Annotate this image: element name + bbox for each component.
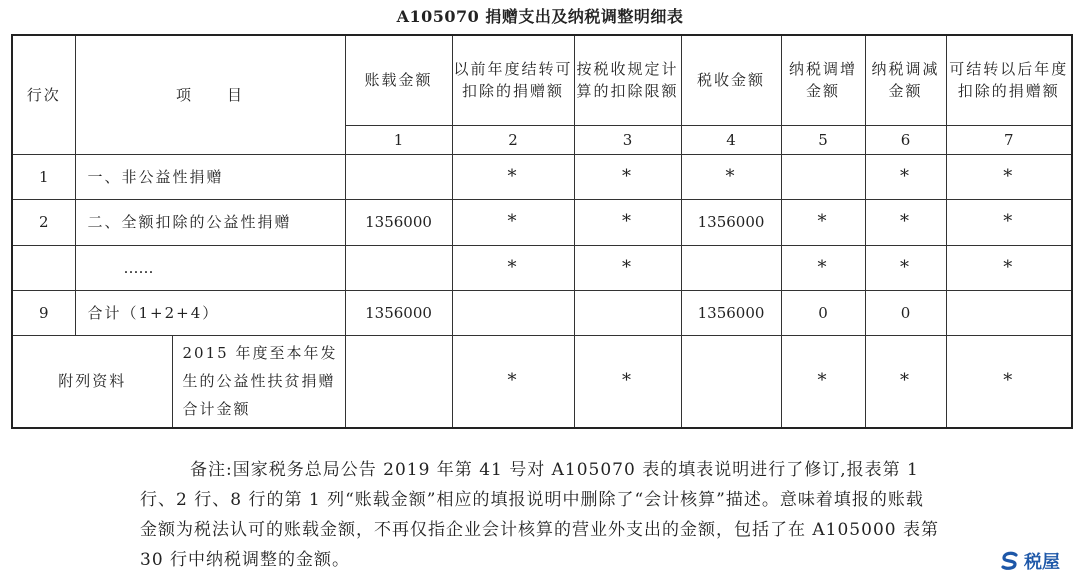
col5-number: 5 [781,125,865,154]
cell-c5: * [781,335,865,428]
table-row [12,200,1072,245]
cell-c2: * [452,245,574,290]
col4-header: 税收金额 [681,35,781,125]
col3-header: 按税收规定计算的扣除限额 [574,35,681,125]
donation-table [11,34,1073,429]
row-number: 1 [12,155,75,200]
cell-c6: * [865,245,946,290]
col2-header: 以前年度结转可扣除的捐赠额 [452,35,574,125]
cell-c1 [345,335,452,428]
cell-c3: * [574,155,681,200]
cell-c2: * [452,335,574,428]
cell-c3: * [574,245,681,290]
cell-c3: * [574,200,681,245]
col7-header: 可结转以后年度扣除的捐赠额 [946,35,1072,125]
cell-c7: * [946,245,1072,290]
cell-c7 [946,290,1072,335]
cell-c4: 1356000 [681,200,781,245]
cell-c1: 1356000 [345,290,452,335]
row-number: 2 [12,200,75,245]
cell-c4: 1356000 [681,290,781,335]
cell-c5 [781,155,865,200]
cell-c1 [345,155,452,200]
appendix-label: 附列资料 [12,335,172,428]
cell-c6: * [865,155,946,200]
col6-header: 纳税调减金额 [865,35,946,125]
col2-number: 2 [452,125,574,154]
cell-c7: * [946,200,1072,245]
cell-c6: * [865,200,946,245]
cell-c3 [574,290,681,335]
cell-c7: * [946,155,1072,200]
header-row [12,35,1072,125]
row-item: 一、非公益性捐赠 [75,155,345,200]
row-number [12,245,75,290]
cell-c4: * [681,155,781,200]
row-item: 二、全额扣除的公益性捐赠 [75,200,345,245]
col1-header: 账载金额 [345,35,452,125]
table-title: A105070 捐赠支出及纳税调整明细表 [396,7,684,26]
cell-c2 [452,290,574,335]
row-item: 合计（1+2+4） [75,290,345,335]
cell-c2: * [452,200,574,245]
cell-c5: * [781,200,865,245]
appendix-row [12,335,1072,428]
table-row [12,245,1072,290]
brand-watermark [1000,548,1060,574]
cell-c7: * [946,335,1072,428]
table-row [12,155,1072,200]
row-item: …… [75,245,345,290]
cell-c1 [345,245,452,290]
cell-c6: 0 [865,290,946,335]
cell-c4 [681,245,781,290]
col5-header: 纳税调增金额 [781,35,865,125]
col3-number: 3 [574,125,681,154]
row-number: 9 [12,290,75,335]
cell-c5: 0 [781,290,865,335]
cell-c2: * [452,155,574,200]
row-no-header: 行次 [12,35,75,155]
cell-c5: * [781,245,865,290]
total-row [12,290,1072,335]
brand-logo-icon [1000,551,1020,571]
col1-number: 1 [345,125,452,154]
cell-c4 [681,335,781,428]
appendix-description: 2015 年度至本年发生的公益性扶贫捐赠合计金额 [172,335,345,428]
col4-number: 4 [681,125,781,154]
col7-number: 7 [946,125,1072,154]
remark-paragraph: 备注:国家税务总局公告 2019 年第 41 号对 A105070 表的填表说明进行了修订,报表第 1 行、2 行、8 行的第 1 列“账载金额”相应的填报说明中删除了“会计核算”描述。意味着填报的账载金额为税法认可的账载金额，不再仅指企业会计核算的营业外支出的金额，包括了在 A105000 表第 30 行中纳税调整的金额。 [140,460,939,570]
item-header: 项 目 [75,35,345,155]
cell-c1: 1356000 [345,200,452,245]
brand-name: 税屋 [1024,552,1060,573]
cell-c3: * [574,335,681,428]
cell-c6: * [865,335,946,428]
col6-number: 6 [865,125,946,154]
